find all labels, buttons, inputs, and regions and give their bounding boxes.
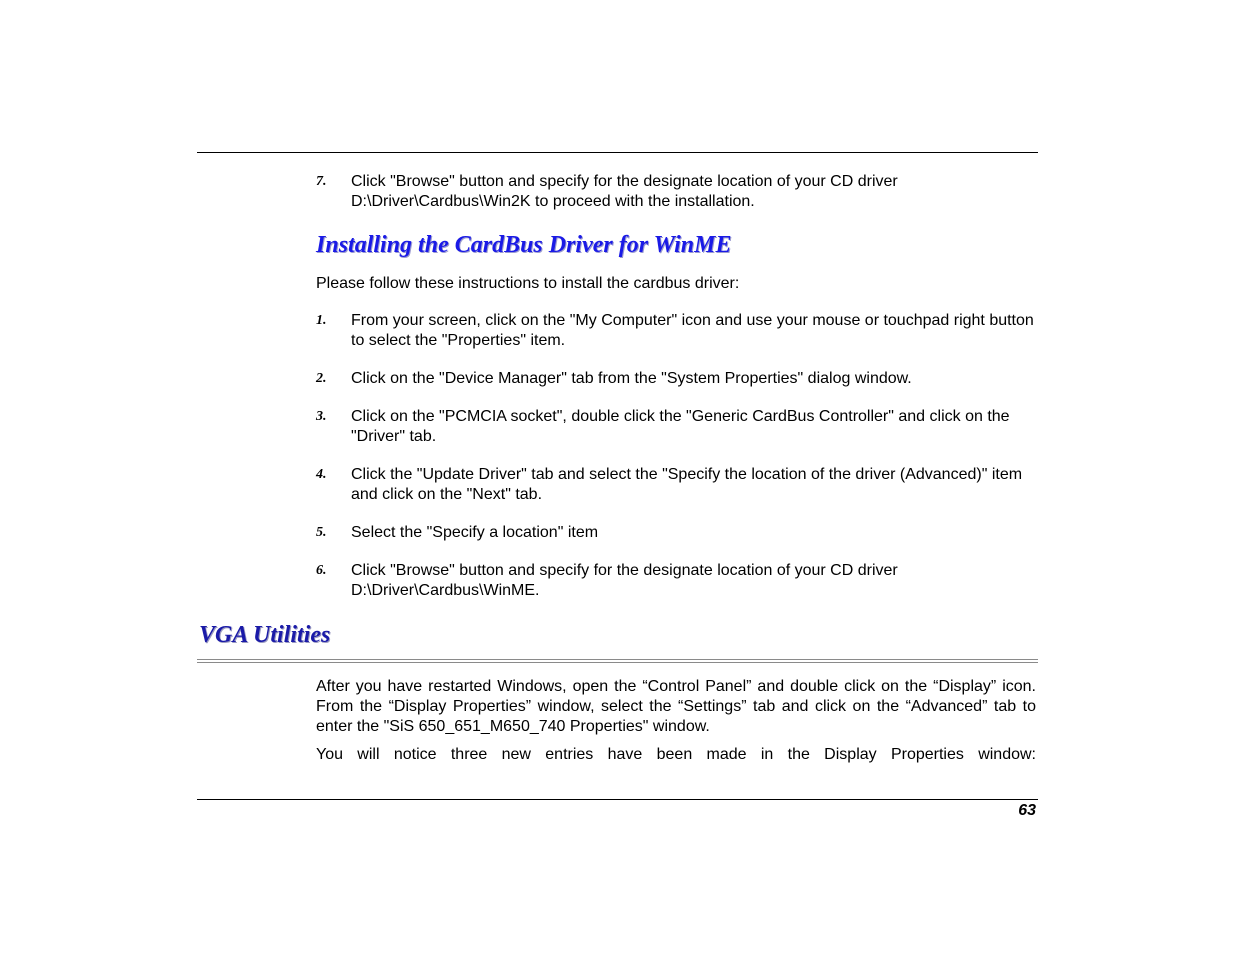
- vga-paragraph-1: After you have restarted Windows, open the “Control Panel” and double click on the “Display” icon. From the “Display Properties” window, select the “Settings” tab and click on the “Advanced” tab to enter the "SiS 650_651_M650_740 Properties" window.: [316, 678, 1036, 735]
- step-number: 1.: [316, 313, 327, 328]
- vga-section-heading: VGA Utilities: [199, 622, 331, 648]
- page-number: 63: [1018, 802, 1036, 819]
- vga-paragraph-2: You will notice three new entries have been made in the Display Properties window:: [316, 746, 1036, 763]
- step-text: From your screen, click on the "My Computer" icon and use your mouse or touchpad right button to select the "Properties" item.: [351, 312, 1034, 349]
- step-text: Click the "Update Driver" tab and select the "Specify the location of the driver (Advanced)" item and click on the "Next" tab.: [351, 466, 1023, 503]
- step-text: Click "Browse" button and specify for the designate location of your CD driver D:\Driver\Cardbus\Win2K to proceed with the installation.: [351, 173, 898, 210]
- step-number: 7.: [316, 174, 327, 189]
- step-number: 3.: [316, 409, 327, 424]
- step-number: 6.: [316, 563, 327, 578]
- winme-intro: Please follow these instructions to install the cardbus driver:: [316, 275, 740, 292]
- step-text: Select the "Specify a location" item: [351, 524, 599, 541]
- step-text: Click "Browse" button and specify for the designate location of your CD driver D:\Driver\Cardbus\WinME.: [351, 562, 898, 599]
- footer-rule: [197, 799, 1038, 800]
- step-number: 2.: [316, 371, 327, 386]
- step-text: Click on the "PCMCIA socket", double click the "Generic CardBus Controller" and click on the "Driver" tab.: [351, 408, 1010, 445]
- winme-section-heading: Installing the CardBus Driver for WinME: [316, 232, 732, 258]
- step-number: 4.: [316, 467, 327, 482]
- step-number: 5.: [316, 525, 327, 540]
- section-rule: [197, 659, 1038, 663]
- header-rule: [197, 152, 1038, 153]
- step-text: Click on the "Device Manager" tab from the "System Properties" dialog window.: [351, 370, 912, 387]
